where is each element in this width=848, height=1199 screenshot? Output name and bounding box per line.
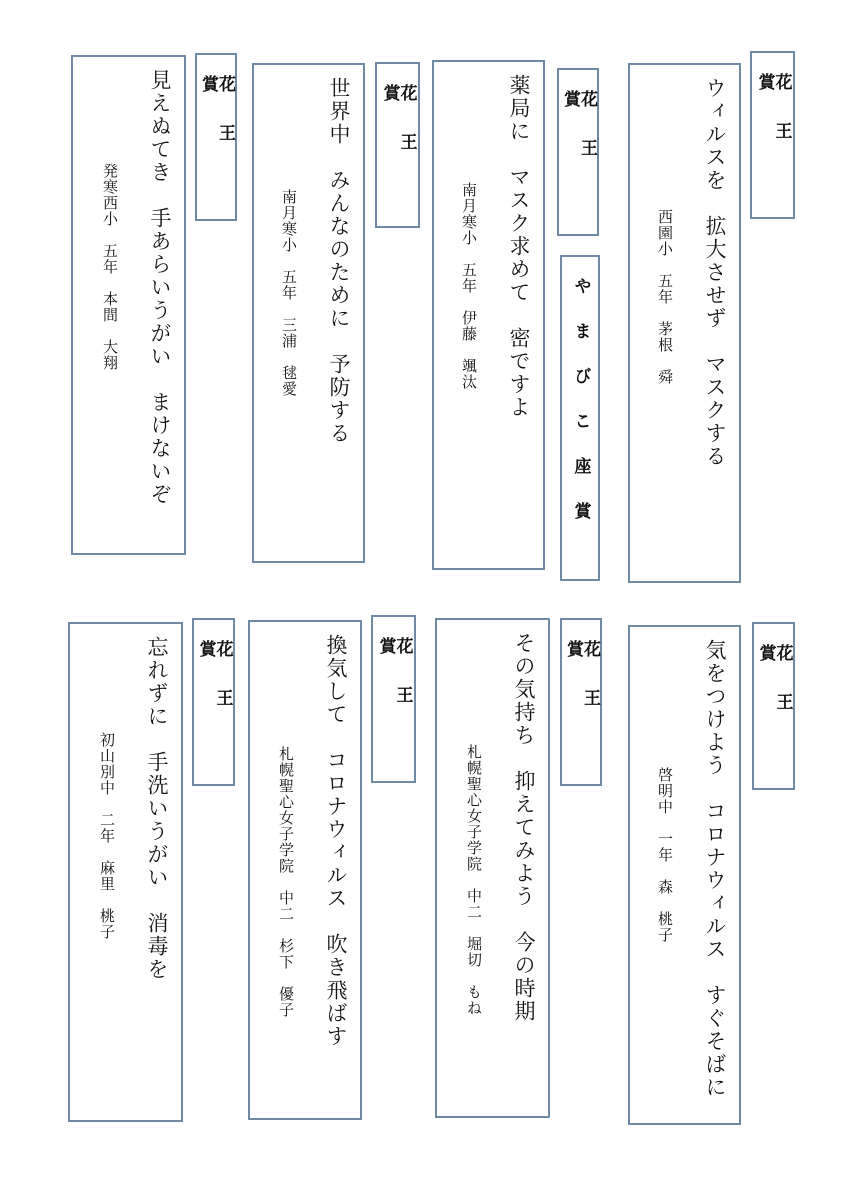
entry-author: 発寒西小 五年 本間 大翔 (101, 163, 119, 371)
award-label: 花王賞 (755, 644, 793, 742)
award-label: 花王賞 (198, 75, 235, 173)
award-label: 花王賞 (379, 84, 417, 182)
award-badge-kao-8 (192, 618, 235, 786)
award-label: 花王賞 (560, 90, 597, 188)
award-badge-kao-5 (752, 622, 795, 790)
award-label: 花王賞 (563, 640, 600, 738)
entry-card-6 (435, 618, 550, 1118)
entry-author: 札幌聖心女子学院 中二 杉下 優子 (277, 746, 295, 1018)
award-badge-kao-2 (557, 68, 599, 236)
entry-author: 南月寒小 五年 伊藤 颯汰 (460, 182, 478, 390)
entry-author: 西園小 五年 茅根 舜 (656, 209, 674, 385)
award-badge-yamabiko (560, 255, 600, 581)
entry-card-3 (252, 63, 365, 563)
entry-author: 南月寒小 五年 三浦 毬愛 (280, 189, 298, 397)
entry-poem: ウィルスを 拡大させず マスクする (703, 77, 727, 468)
entry-card-1 (628, 63, 741, 583)
entry-card-5 (628, 625, 741, 1125)
entry-poem: 見えぬてき 手あらいうがい まけないぞ (148, 69, 172, 506)
award-label: 花王賞 (375, 637, 413, 735)
entry-author: 啓明中 一年 森 桃子 (656, 767, 674, 943)
entry-poem: 気をつけよう コロナウィルス すぐそばに (703, 639, 727, 1099)
entry-card-4 (71, 55, 186, 555)
entry-poem: 薬局に マスク求めて 密ですよ (507, 74, 531, 419)
award-label: やまびこ座賞 (570, 277, 591, 547)
award-label: 花王賞 (195, 640, 233, 738)
award-badge-kao-1 (750, 51, 795, 219)
entry-author: 札幌聖心女子学院 中二 堀切 もね (465, 744, 483, 1016)
entry-author: 初山別中 二年 麻里 桃子 (98, 732, 116, 940)
entry-card-2 (432, 60, 545, 570)
entry-poem: 世界中 みんなのために 予防する (327, 77, 351, 445)
award-badge-kao-6 (560, 618, 602, 786)
entry-poem: その気持ち 抑えてみよう 今の時期 (512, 632, 536, 1023)
entry-card-8 (68, 622, 183, 1122)
award-badge-kao-7 (371, 615, 416, 783)
award-label: 花王賞 (754, 73, 792, 171)
entry-poem: 換気して コロナウィルス 吹き飛ばす (324, 634, 348, 1048)
award-badge-kao-3 (375, 62, 420, 228)
entry-poem: 忘れずに 手洗いうがい 消毒を (145, 636, 169, 981)
entry-card-7 (248, 620, 362, 1120)
award-badge-kao-4 (195, 53, 237, 221)
